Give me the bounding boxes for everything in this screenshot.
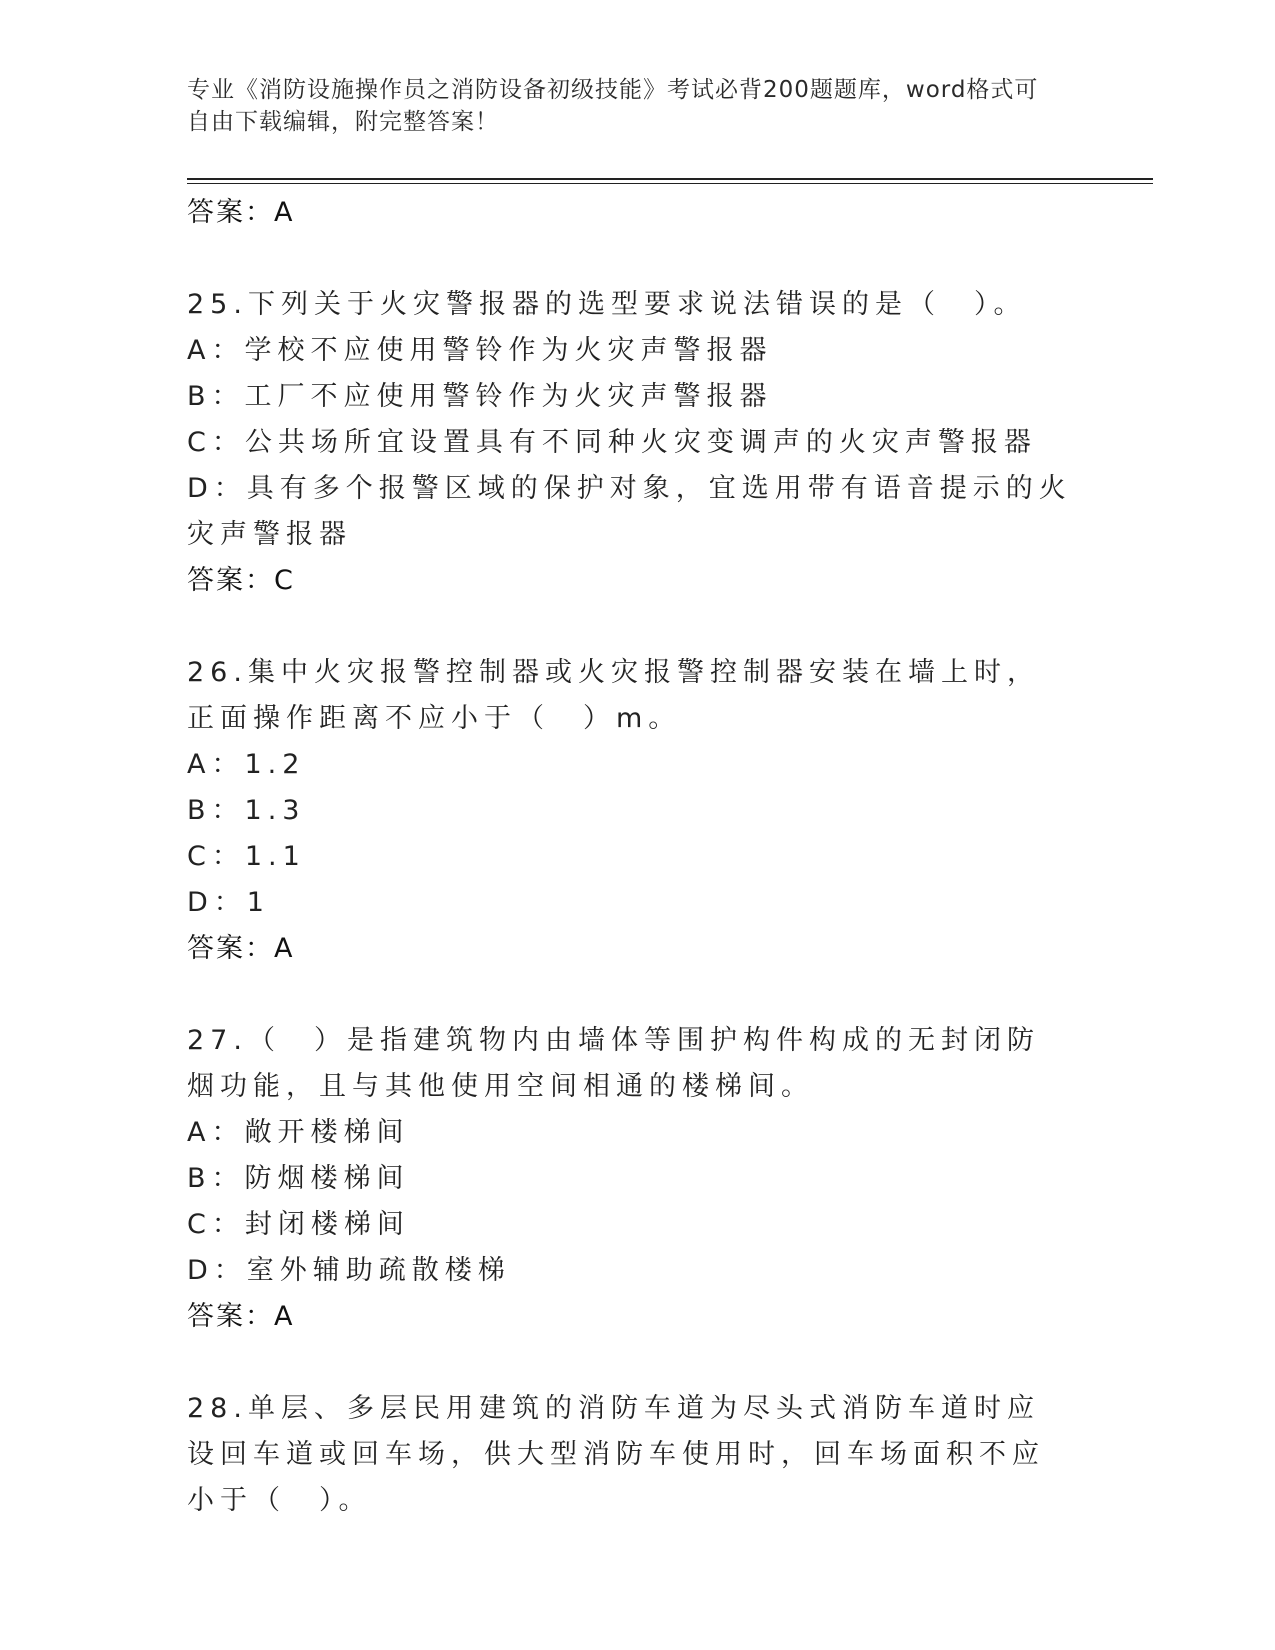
header-divider-thin: [187, 183, 1153, 184]
option-a: A：敞开楼梯间: [187, 1117, 410, 1148]
header-title-line-2: 自由下载编辑，附完整答案！: [187, 109, 499, 135]
spacer: [187, 972, 1087, 1018]
question-stem: 28.单层、多层民用建筑的消防车道为尽头式消防车道时应设回车道或回车场，供大型消防车使用时，回车场面积不应小于（ ）。: [187, 1393, 1045, 1516]
question-block-28: [187, 1386, 1087, 1524]
option-d: D：1: [187, 887, 270, 918]
question-list: [187, 190, 1087, 1524]
option-a: A：学校不应使用警铃作为火灾声警报器: [187, 335, 773, 366]
question-block-26: [187, 650, 1087, 972]
option-b: B：防烟楼梯间: [187, 1163, 410, 1194]
question-block-27: [187, 1018, 1087, 1340]
option-d: D：具有多个报警区域的保护对象，宜选用带有语音提示的火灾声警报器: [187, 473, 1072, 550]
answer: 答案：C: [187, 565, 295, 596]
spacer: [187, 236, 1087, 282]
header-title-line-1: 专业《消防设施操作员之消防设备初级技能》考试必背200题题库，word格式可: [187, 77, 1039, 103]
header-divider-thick: [187, 178, 1153, 180]
answer: 答案：A: [187, 1301, 295, 1332]
question-stem: 27.（ ）是指建筑物内由墙体等围护构件构成的无封闭防烟功能，且与其他使用空间相通的楼梯间。: [187, 1025, 1040, 1102]
option-d: D：室外辅助疏散楼梯: [187, 1255, 511, 1286]
option-c: C：公共场所宜设置具有不同种火灾变调声的火灾声警报器: [187, 427, 1037, 458]
option-a: A：1.2: [187, 749, 306, 780]
question-stem: 25.下列关于火灾警报器的选型要求说法错误的是（ ）。: [187, 289, 1027, 320]
option-c: C：封闭楼梯间: [187, 1209, 410, 1240]
document-header: [187, 74, 1067, 138]
option-b: B：1.3: [187, 795, 306, 826]
question-block-25: [187, 282, 1087, 604]
spacer: [187, 1340, 1087, 1386]
answer: 答案：A: [187, 933, 295, 964]
spacer: [187, 604, 1087, 650]
question-stem: 26.集中火灾报警控制器或火灾报警控制器安装在墙上时，正面操作距离不应小于（ ）m。: [187, 657, 1040, 734]
option-c: C：1.1: [187, 841, 306, 872]
previous-answer: 答案：A: [187, 197, 295, 228]
option-b: B：工厂不应使用警铃作为火灾声警报器: [187, 381, 773, 412]
